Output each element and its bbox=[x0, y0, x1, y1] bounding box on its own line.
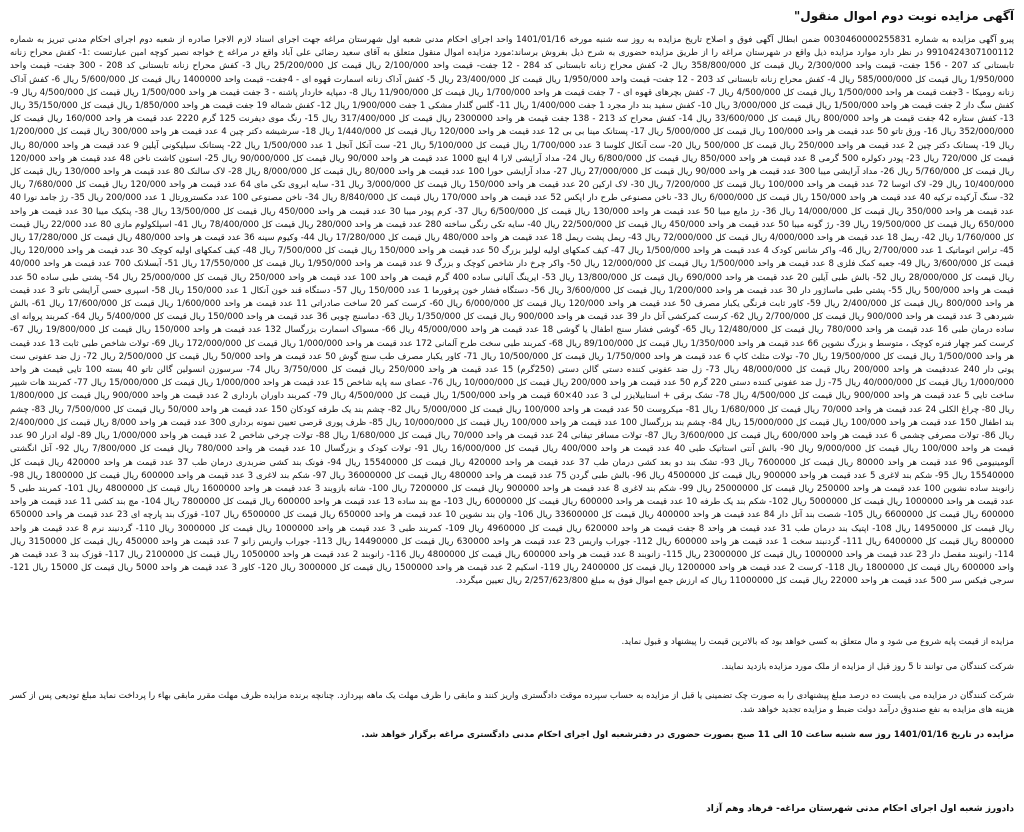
auction-items-text: پیرو آگهی مزایده به شماره 0030460000255831 ضمن ابطال آگهی فوق و اصلاح تاریخ مزایده به روز سه شنبه مورخه 1401/01/16 واحد اجرای احکام مدنی شعبه اول شهرستان مراغه جهت اجرای اسناد لازم الاجرا صادره از شعبه دوم اجرای احکام مدنی تبریز به شماره 9910424307100112 در نظر دارد موارد مزایده ذیل واقع در شهرستان مراغه را از طریق مزایده حضوری به شرح ذیل بفروش برساند:مورد مزایده اموال منقول متعلق به آقای سعید رضائی علی آباد واقع در مراغه خ خواجه نصیر کوچه امین عبارتست :1- کفش محراح زنانه تابستانی کد 207 - 156 جفت- قیمت واحد 2/300/000 ریال قیمت کل 358/800/000 ریال 2- کفش محراح زنانه تابستانی کد 284 - 12 جفت- قیمت واحد 2/100/000 ریال قیمت کل 25/200/000 ریال 3- کفش محراح زنانه تابستانی کد 208 - 300 جفت- قیمت واحد 1/950/000 ریال قیمت کل 585/000/000 ریال 4- کفش محراح زنانه تابستانی کد 203 - 12 جفت- قیمت واحد 1/950/000 ریال قیمت کل 23/400/000 ریال 5- کفش آداک زنانه اسمارت قهوه ای - 4جفت- قیمت واحد 1400000 ریال قیمت کل 5/600/000 ریال 6- کفش آداک زنانه رومیکا - 3جفت قیمت هر واحد 1/500/000 ریال قیمت کل 4/500/000 ریال 7- کفش بچرهای قهوه ای - 7 جفت قیمت هر واحد 1/700/000 ریال قیمت کل 11/900/000 ریال 8- دمپایه خاردار پاشنه - 3 جفت قیمت هر واحد 1/500/000 ریال قیمت کل 4/500/000 ریال 9- کفش سگ دار 2 جفت قیمت هر واحد 1/500/000 ریال قیمت کل 3/000/000 ریال 10- کفش سفید بند دار مجرد 1 جفت 1/400/000 ریال 11- گلس گلدار مشکی 1 جفت 1/900/000 ریال 12- کفش شماله 19 جفت قیمت هر واحد 1/850/000 ریال قیمت کل 35/150/000 ریال 13- کفش ستاره 42 جفت قیمت هر واحد 800/000 ریال قیمت کل 33/600/000 ریال 14- کفش محراح کد 213 - 138 جفت قیمت هر واحد 2300000 ریال قیمت کل 317/400/000 ریال 15- رنگ موی دیفرنت 125 گرم 2220 عدد قیمت هر واحد 160/000 ریال قیمت کل 352/000/000 ریال 16- ورق تاتو 50 عدد قیمت هر واحد 100/000 ریال قیمت کل 5/000/000 ریال 17- پستانک مینا بی بی 12 عدد قیمت هر واحد 120/000 ریال قیمت کل 1/440/000 ریال 18- سرشیشه دکتر چین 4 عدد قیمت هر واحد 300/000 ریال قیمت کل 1/200/000 ریال 19- پستانک دکتر چین 2 عدد قیمت هر واحد 250/000 ریال قیمت کل 500/000 ریال 20- ست آنکال کلوسا 3 عدد 1/700/000 ریال قیمت کل 5/100/000 ریال 21- ست آنکل آنجل 1 عدد 1/500/000 ریال 22- پستانک سیلیکونی آیلین 9 عدد قیمت هر واحد 80/000 ریال قیمت کل 720/000 ریال 23- پودر دکولره 500 گرمی 8 عدد قیمت هر واحد 850/000 ریال قیمت کل 6/800/000 ریال 24- مداد آرایشی لارا 4 اینچ 1000 عدد قیمت هر واحد 90/000 ریال قیمت کل 90/000/000 ریال 25- استون کاشت ناخن 48 عدد قیمت هر واحد 120/000 ریال قیمت کل 5/760/000 ریال 26- مداد آرایشی میبا 300 عدد قیمت هر واحد 90/000 ریال قیمت کل 27/000/000 ریال 27- مداد آرایشی حورا 100 عدد قیمت هر واحد 80/000 ریال قیمت کل 8/000/000 ریال 28- لاک سالنک 80 عدد قیمت هر واحد 130/000 ریال قیمت کل 10/400/000 ریال 29- لاک اتوسا 72 عدد قیمت هر واحد 100/000 ریال قیمت کل 7/200/000 ریال 30- لاک ارکین 20 عدد قیمت هر واحد 150/000 ریال قیمت کل 3/000/000 ریال 31- سایه ابروی تکی مای 64 عدد قیمت هر واحد 120/000 ریال قیمت کل 7/680/000 ریال 32- سنگ آرکیده ترکیه 40 عدد قیمت هر واحد 150/000 ریال قیمت کل 6/000/000 ریال 33- ناخن مصنوعی طرح دار اپکس 52 عدد قیمت هر واحد 170/000 ریال قیمت کل 8/840/000 ریال 34- ناخن مصنوعی 100 عدد مکسترورتال 1 عدد 200/000 ریال 35- رژ جامد نورا 40 عدد قیمت هر واحد 350/000 ریال قیمت کل 14/000/000 ریال 36- رژ مایع میبا 50 عدد قیمت هر واحد 130/000 ریال قیمت کل 6/500/000 ریال 37- کرم پودر میبا 30 عدد قیمت هر واحد 450/000 ریال قیمت کل 13/500/000 ریال 38- پنکیک میبا 30 عدد قیمت هر واحد 650/000 ریال قیمت کل 19/500/000 ریال 39- رژ گونه میبا 50 عدد قیمت هر واحد 450/000 ریال قیمت کل 22/500/000 ریال 40- سایه تکی رنگی ساخته 280 عدد قیمت هر واحد 280/000 ریال قیمت کل 78/400/000 ریال 41- اسپلکولوم مازی 80 عدد 22/000 ریال قیمت کل 1/760/000 ریال 42- ریمل 18 عدد قیمت هر واحد 4/000/000 ریال قیمت کل 72/000/000 ریال 43- ریمل پشت ریمل 18 عدد قیمت هر واحد 480/000 ریال قیمت کل 17/280/000 ریال 44- وکیوم سینه 36 عدد قیمت هر واحد 480/000 ریال قیمت کل 17/280/000 ریال 45- تراس اتوماتیک 1 عدد 2/700/000 ریال 46- واکر شانس کودک 4 عدد قیمت هر واحد 1/500/000 ریال 47- کیف کمکهای اولیه لولیز بزرگ 50 عدد قیمت هر واحد 150/000 ریال قیمت کل 7/500/000 ریال 48- کیف کمکهای اولیه کوچک 30 عدد قیمت هر واحد 120/000 ریال قیمت کل 3/600/000 ریال 49- جعبه کمک فلزی 8 عدد قیمت هر واحد 1/500/000 ریال قیمت کل 12/000/000 ریال 50- واکر چرخ دار شاخص کوچک و بزرگ 9 عدد قیمت هر واحد 1/950/000 ریال قیمت کل 17/550/000 ریال 51- آبسلانک 700 عدد قیمت هر واحد 40/000 ریال قیمت کل 28/000/000 ریال 52- بالش طبی آیلین 20 عدد قیمت هر واحد 690/000 ریال قیمت کل 13/800/000 ریال 53- ایرینگ آلبانی ساده 400 گرم قیمت هر واحد 100 عدد قیمت هر واحد 250/000 ریال قیمت کل 25/000/000 ریال 54- پشتی طبی ساده 50 عدد قیمت هر واحد 500/000 ریال 55- پشتی طبی ماساژور دار 30 عدد قیمت هر واحد 1/200/000 ریال قیمت کل 3/600/000 ریال 56- دستگاه فشار خون پرفورما 1 عدد 150/000 ریال 57- دستگاه قند خون آنکال 1 عدد 150/000 ریال 58- اسپری حسی آرایشی تاتو 3 عدد قیمت هر واحد 800/000 ریال قیمت کل 2/400/000 ریال 59- کاور ثابت فرنگی یکبار مصرف 50 عدد قیمت هر واحد 120/000 ریال قیمت کل 6/000/000 ریال 60- کرست کمر 20 ساخت صادراتی 11 عدد قیمت هر واحد 1/600/000 ریال قیمت کل 17/600/000 ریال 61- بالش شیردهی 3 عدد قیمت هر واحد 900/000 ریال قیمت کل 2/700/000 ریال 62- کرست کمرکشی آتل دار 39 عدد قیمت هر واحد 900/000 ریال قیمت کل 1/350/000 ریال 63- دماسنج چوبی 36 عدد قیمت هر واحد 150/000 ریال قیمت کل 5/400/000 ریال 64- کمربند پروانه ای ساده درمان طبی 16 عدد قیمت هر واحد 780/000 ریال قیمت کل 12/480/000 ریال 65- گوشی فشار سنج اطفال یا گوشی 18 عدد قیمت هر واحد 45/000/000 ریال 66- مسواک اسمارت بزرگسال 132 عدد قیمت هر واحد 150/000 ریال قیمت کل 19/800/000 ریال 67- کرست کمر چهار فنره کوچک ، متوسط و بزرگ نشوین 66 عدد قیمت هر واحد 1/350/000 ریال قیمت کل 89/100/000 ریال 68- کمربند طبی سخت طرح آلمانی 172 عدد قیمت هر واحد 1/000/000 ریال قیمت کل 172/000/000 ریال 69- تولات شاخص طبی ثابت 13 عدد قیمت هر واحد 1/500/000 ریال قیمت کل 19/500/000 ریال 70- تولات مثلث کاپ 6 عدد قیمت هر واحد 1/750/000 ریال قیمت کل 10/500/000 ریال 71- کاور یکبار مصرف طب سنج گوش 50 عدد قیمت هر واحد 50/000 ریال قیمت کل 2/500/000 ریال 72- زل ضد عفونی ست یوتی دار 240 عددقیمت هر واحد 200/000 ریال قیمت کل 48/000/000 ریال 73- زل ضد عفونی کننده دستی گالن دستی (250گرم) 15 عدد قیمت هر واحد 250/000 ریال قیمت کل 3/750/000 ریال 74- سرسوزن انسولین گالن تاتو 40 بسته 100 تایی قیمت هر واحد 1/000/000 ریال قیمت کل 40/000/000 ریال 75- زل ضد عفونی کننده دستی 220 گرم 50 عدد قیمت هر واحد 200/000 ریال قیمت کل 10/000/000 ریال 76- عصای سه پایه شاخص 15 عدد قیمت هر واحد 1/000/000 ریال قیمت کل 15/000/000 ریال 77- کمربند هات شیپر ساخت تایی 5 عدد قیمت هر واحد 900/000 ریال قیمت کل 4/500/000 ریال 78- تشک برقی + استابیلایزر لی 3 عدد 40×60 قیمت هر واحد 1/500/000 ریال قیمت کل 4/500/000 ریال 79- کمربند داوران بارداری 2 عدد قیمت هر واحد 900/000 ریال قیمت کل 1/800/000 ریال 80- چراغ الکلی 24 عدد قیمت هر واحد 70/000 ریال قیمت کل 1/680/000 ریال 81- میکروست 50 عدد قیمت هر واحد 100/000 ریال قیمت کل 5/000/000 ریال 82- چشم بند یک طرفه کودکان 150 عدد قیمت هر واحد 50/000 ریال قیمت کل 7/500/000 ریال 83- چشم بند اطفال 150 عدد قیمت هر واحد 100/000 ریال قیمت کل 15/000/000 ریال 84- چشم بند بزرگسال 100 عدد قیمت هر واحد 100/000 ریال قیمت کل 10/000/000 ریال 85- ظرف پوری قرصی تعیین نمونه برداری 300 عدد قیمت هر واحد 8/000 ریال قیمت کل 2/400/000 ریال 86- تولات مصرفی چشمی 6 عدد قیمت هر واحد 600/000 ریال قیمت کل 3/600/000 ریال 87- تولات مسافر تیفانی 24 عدد قیمت هر واحد 70/000 ریال قیمت کل 1/680/000 ریال 88- تولات چرخی شاخص 2 عدد قیمت هر واحد 1/000/000 ریال 89- لوله ادرار 90 عدد قیمت هر واحد 100/000 ریال قیمت کل 9/000/000 ریال 90- بالش آنتی استاتیک طبی 40 عدد قیمت هر واحد 400/000 ریال قیمت کل 16/000/000 ریال 91- تولات کودک و بزرگسال 10 عدد قیمت هر واحد 780/000 ریال قیمت کل 7/800/000 ریال 92- آتل انگشتی آلومینیومی 96 عدد قیمت هر واحد 80000 ریال قیمت کل 7600000 ریال 93- تشک بند دو بعد کشی درمان طب 37 عدد قیمت هر واحد 420000 ریال قیمت کل 15540000 ریال 94- فونک بند کشی ضربدری درمان طب 37 عدد قیمت هر واحد 420000 ریال قیمت کل 15540000 ریال 95- شکم بند لاغری 5 عدد قیمت هر واحد 900000 ریال قیمت کل 4500000 ریال 96- بالش طبی گردن 75 عدد قیمت هر واحد 480000 ریال قیمت کل 36000000 ریال 97- شکم بند لاغری 3 عدد قیمت هر واحد 600000 ریال قیمت کل 1800000 ریال 98- زانوبند ساده نشوین 100 عدد قیمت هر واحد 250000 ریال قیمت کل 25000000 ریال 99- شکم بند لاغری 8 عدد قیمت هر واحد 900000 ریال قیمت کل 7200000 ریال 100- شانه بازوبند 3 عدد قیمت هر واحد 1600000 ریال قیمت کل 4800000 ریال 101- کمربند طبی 5 عدد قیمت هر واحد 1000000 ریال قیمت کل 5000000 ریال 102- شکم بند یک طرفه 10 عدد قیمت هر واحد 600000 ریال قیمت کل 6000000 ریال 103- مچ بند ساده 13 عدد قیمت هر واحد 600000 ریال قیمت کل 7800000 ریال 104- مچ بند کشی 11 عدد قیمت هر واحد 600000 ریال قیمت کل 6600000 ریال 105- شصت بند آتل دار 84 عدد قیمت هر واحد 400000 ریال قیمت کل 33600000 ریال 106- وان بند نشوین 10 عدد قیمت هر واحد 650000 ریال قیمت کل 6500000 ریال 107- قوزک بند پارچه ای 23 عدد قیمت هر واحد 650000 ریال قیمت کل 14950000 ریال 108- اپتیک بند درمان طب 31 عدد قیمت هر واحد 8 جفت قیمت هر واحد 620000 ریال قیمت کل 4960000 ریال 109- کمربند طبی 3 عدد قیمت هر واحد 1000000 ریال قیمت کل 3000000 ریال 110- گردنبند نرم 8 عدد قیمت هر واحد 800000 ریال قیمت کل 6400000 ریال 111- گردنبند سخت 1 عدد قیمت هر واحد 600000 ریال 112- جوراب واریس 23 عدد قیمت هر واحد 630000 ریال قیمت کل 14490000 ریال 113- جوراب واریس زانو 7 عدد قیمت هر واحد 450000 ریال قیمت کل 3150000 ریال 114- زانوبند مفصل دار 23 عدد قیمت هر واحد 1000000 ریال قیمت کل 23000000 ریال 115- زانوبند 8 عدد قیمت هر واحد 600000 ریال قیمت کل 4800000 ریال 116- زانوبند 2 عدد قیمت هر واحد 1050000 ریال قیمت کل 2100000 ریال 117- قوزک بند 3 عدد قیمت هر واحد 600000 ریال قیمت کل 1800000 ریال 118- کرست 2 عدد قیمت هر واحد 1200000 ریال قیمت کل 2400000 ریال 119- اسکیم 2 عدد قیمت هر واحد 1500000 ریال قیمت کل 3000000 ریال 120- کاور 3 عدد قیمت هر واحد 5000 ریال قیمت کل 15000 ریال 121- سرجی فیکس سر 500 عدد قیمت هر واحد 22000 ریال قیمت کل 11000000 ریال که ارزش جمع اموال فوق به مبلغ 2/257/623/800 ریال تعیین میگردد. bbox=[10, 35, 1014, 587]
auction-base-price-clause: مزایده از قیمت پایه شروع می شود و مال متعلق به کسی خواهد بود که بالاترین قیمت را پیشنهاد و قبول نماید. bbox=[621, 637, 1014, 647]
auction-visit-clause: شرکت کنندگان می توانند تا 5 روز قبل از مزایده از ملک مورد مزایده بازدید نمایند. bbox=[721, 662, 1014, 673]
auction-deposit-clause: شرکت کنندگان در مزایده می بایست ده درصد مبلغ پیشنهادی را به صورت چک تضمینی یا قبل از مزایده به حساب سپرده موقت دادگستری واریز کنند و مابقی را ظرف مهلت یک ماهه بپردازد. چنانچه برنده مزایده ظرف مهلت مقرر مابقی بهاء را پرداخت نماید مبلغ تودیعی پس از کسر هزینه های مزایده به نفع صندوق درآمد دولت ضبط و مزایده تجدید خواهد شد. bbox=[10, 691, 1014, 715]
auction-date-clause: مزایده در تاریخ 1401/01/16 روز سه شنبه ساعت 10 الی 11 صبح بصورت حضوری در دفترشعبه اول اجرای احکام مدنی دادگستری مراغه برگزار خواهد شد. bbox=[361, 729, 1014, 740]
auction-notice bbox=[10, 8, 1014, 824]
notice-title: آگهی مزایده نوبت دوم اموال منقول" bbox=[794, 9, 1014, 23]
signature: دادورز شعبه اول اجرای احکام مدنی شهرستان مراغه- فرهاد وهم آزاد bbox=[706, 804, 1014, 814]
